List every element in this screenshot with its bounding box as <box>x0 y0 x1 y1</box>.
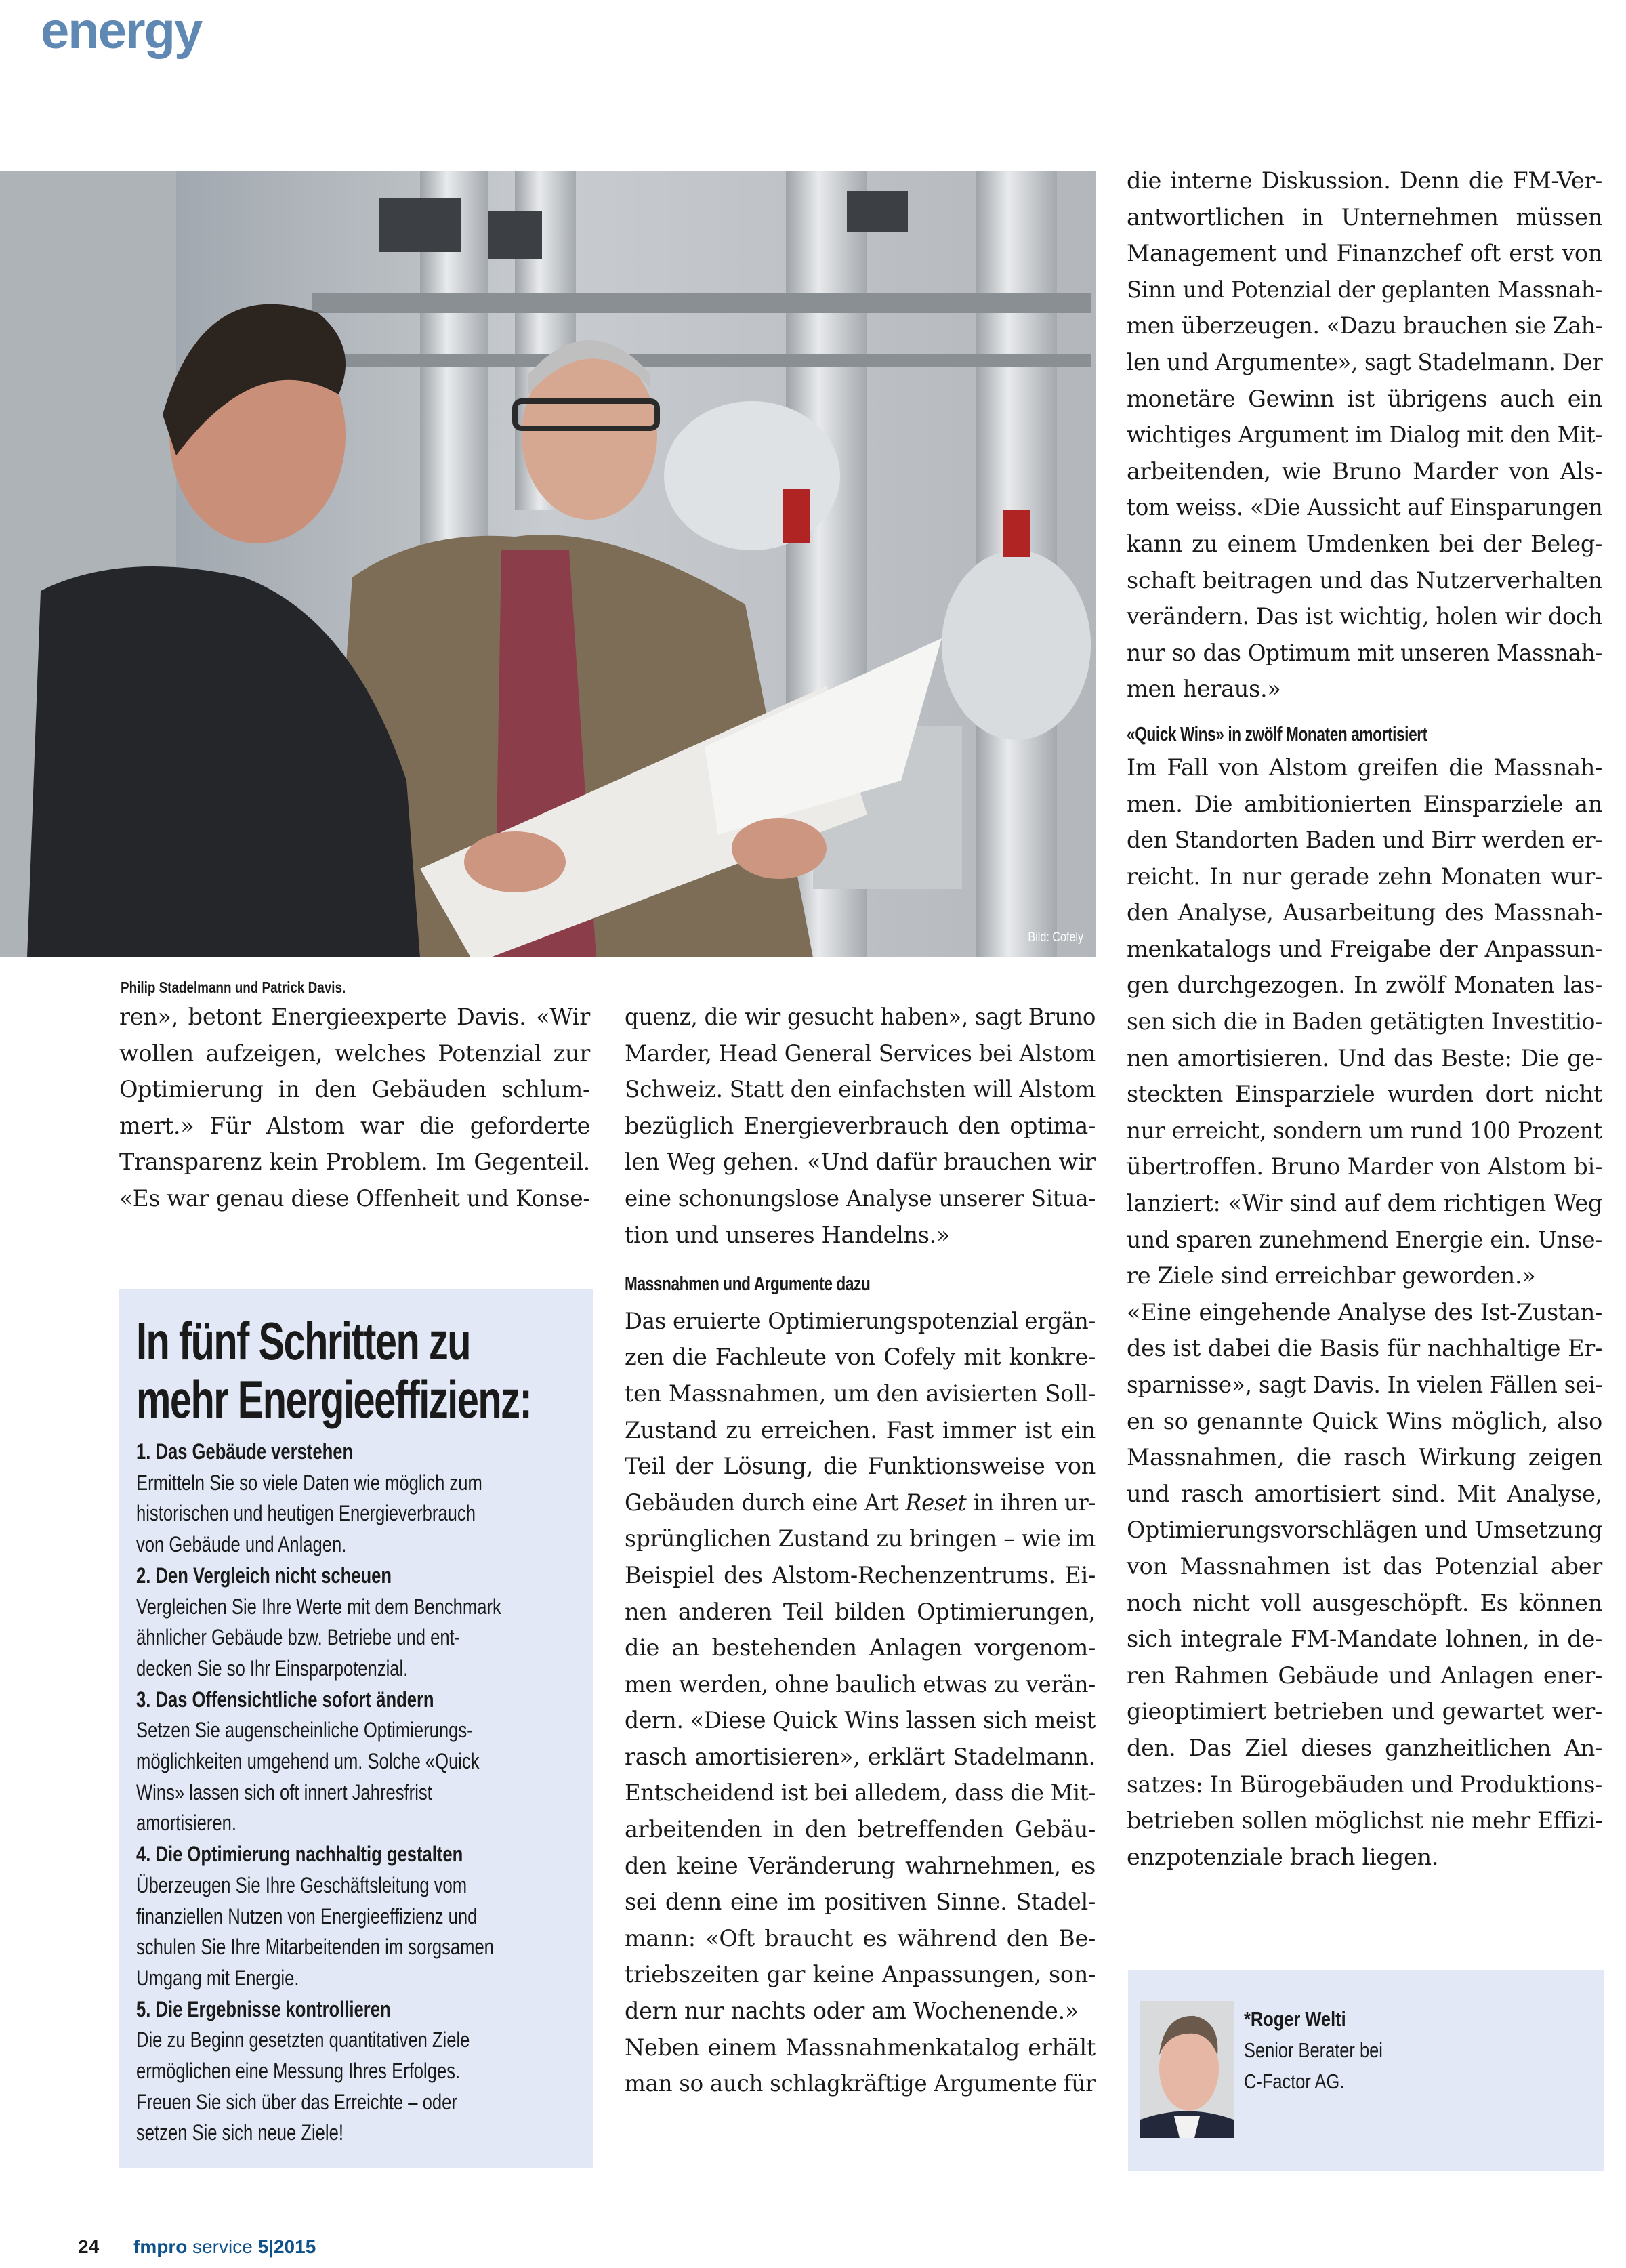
text-line: antwortlichen in Unternehmen müssen <box>1127 203 1602 230</box>
magazine-service: service <box>187 2236 258 2257</box>
text-line: Teil der Lösung, die Funktionsweise von <box>625 1453 1096 1480</box>
text-line: wichtiges Argument im Dialog mit den Mit- <box>1127 421 1603 449</box>
text-line: gen durchgezogen. In zwölf Monaten las- <box>1127 972 1602 999</box>
text-line: en so genannte Quick Wins möglich, also <box>1127 1407 1602 1435</box>
text-line: sei denn eine im positiven Sinne. Stadel- <box>625 1889 1096 1916</box>
step-title: 2. Den Vergleich nicht scheuen <box>136 1563 392 1588</box>
text-line: steckten Einsparziele wurden dort nicht <box>1127 1081 1602 1108</box>
author-photo <box>1140 2001 1234 2138</box>
text-line: Im Fall von Alstom greifen die Massnah- <box>1127 754 1602 781</box>
step-text: schulen Sie Ihre Mitarbeitenden im sorgsamen <box>136 1935 494 1960</box>
author-role: Senior Berater bei <box>1244 2038 1383 2062</box>
text-line: satzes: In Bürogebäuden und Produktions- <box>1127 1771 1603 1798</box>
step-text: von Gebäude und Anlagen. <box>136 1532 347 1557</box>
text-line-reset <box>625 1485 1096 1521</box>
text-line: rasch amortisieren», erklärt Stadelmann. <box>625 1743 1096 1770</box>
text-line: mert.» Für Alstom war die geforderte <box>119 1112 590 1139</box>
step-text: Die zu Beginn gesetzten quantitativen Ziele <box>136 2027 470 2053</box>
tips-box-title <box>136 1312 531 1428</box>
right-column-text <box>1127 163 1602 1875</box>
text-line: Beispiel des Alstom-Rechenzentrums. Ei- <box>625 1561 1096 1588</box>
text-line: Optimierungsvorschlägen und Umsetzung <box>1127 1517 1602 1544</box>
step-text: Umgang mit Energie. <box>136 1965 299 1990</box>
text-line: «Eine eingehende Analyse des Ist-Zustan- <box>1127 1298 1602 1325</box>
author-info <box>1244 2004 1413 2097</box>
photo-caption: Philip Stadelmann und Patrick Davis. <box>121 978 346 996</box>
tips-title-line: mehr Energieeffizienz: <box>136 1369 532 1429</box>
author-portrait <box>1140 2001 1234 2138</box>
step-text: amortisieren. <box>136 1811 236 1836</box>
text-line: «Es war genau diese Offenheit und Konse- <box>119 1184 591 1212</box>
step-text: Ermitteln Sie so viele Daten wie möglich zum <box>136 1470 482 1495</box>
text-line: übertroffen. Bruno Marder von Alstom bi- <box>1127 1153 1602 1180</box>
text-line: man so auch schlagkräftige Argumente für <box>625 2070 1096 2097</box>
text-line: ten Massnahmen, um den avisierten Soll- <box>625 1380 1096 1407</box>
text-line: enzpotenziale brach liegen. <box>1127 1843 1439 1870</box>
step-text: finanziellen Nutzen von Energieeffizienz und <box>136 1903 478 1929</box>
photo-credit: Bild: Cofely <box>1028 930 1083 945</box>
text-line: zen die Fachleute von Cofely mit konkre- <box>625 1344 1096 1371</box>
text-line: Management und Finanzchef oft erst von <box>1127 240 1602 267</box>
text-line: bezüglich Energieverbrauch den optima- <box>625 1112 1096 1139</box>
step-text: historischen und heutigen Energieverbrauch <box>136 1501 476 1526</box>
text-line: Das eruierte Optimierungspotenzial ergän- <box>625 1307 1096 1334</box>
text-line: monetäre Gewinn ist übrigens auch ein <box>1127 385 1602 412</box>
text-line: triebszeiten gar keine Anpassungen, son- <box>625 1961 1096 1988</box>
text-line: dern nur nachts oder am Wochenende.» <box>625 1998 1079 2025</box>
text-line: Entscheidend ist bei alledem, dass die Mit- <box>625 1779 1096 1807</box>
text-line: nen anderen Teil bilden Optimierungen, <box>625 1598 1096 1625</box>
text-line: tion und unseres Handelns.» <box>625 1221 951 1248</box>
text-line: nur so das Optimum mit unseren Massnah- <box>1127 639 1603 666</box>
magazine-issue: 5|2015 <box>257 2236 316 2257</box>
text-line: eine schonungslose Analyse unserer Situa- <box>625 1184 1096 1212</box>
text-line: Marder, Head General Services bei Alstom <box>625 1039 1096 1067</box>
text-line: Zustand zu erreichen. Fast immer ist ein <box>625 1416 1096 1443</box>
text-line: dern. «Diese Quick Wins lassen sich meist <box>625 1707 1096 1734</box>
text-line: gieoptimiert betrieben und gewartet wer- <box>1127 1698 1602 1725</box>
step-title: 4. Die Optimierung nachhaltig gestalten <box>136 1842 463 1867</box>
text-line: den Standorten Baden und Birr werden er- <box>1127 827 1603 854</box>
text-line: men heraus.» <box>1127 676 1281 703</box>
text-line: betrieben sollen möglichst nie mehr Effizi- <box>1127 1807 1603 1834</box>
text-line: sen sich die in Baden getätigten Investitio- <box>1127 1008 1603 1035</box>
italic-term: Reset <box>905 1489 967 1516</box>
text-line: die interne Diskussion. Denn die FM-Ver- <box>1127 167 1602 194</box>
text-fragment: in ihren ur- <box>966 1489 1096 1516</box>
text-line: und rasch amortisiert sind. Mit Analyse, <box>1127 1480 1602 1507</box>
text-line: von Massnahmen ist das Potenzial aber <box>1127 1552 1602 1580</box>
photo-illustration <box>0 171 1096 957</box>
text-line: des ist dabei die Basis für nachhaltige Er- <box>1127 1335 1602 1362</box>
text-line: sprünglichen Zustand zu bringen – wie im <box>625 1525 1096 1552</box>
magazine-brand: fmpro <box>133 2236 188 2257</box>
left-column-text <box>119 999 590 1217</box>
page-footer <box>78 2236 316 2258</box>
step-text: ähnlicher Gebäude bzw. Betriebe und ent- <box>136 1625 461 1650</box>
text-line: den keine Veränderung wahrnehmen, es <box>625 1852 1096 1879</box>
text-line: re Ziele sind erreichbar geworden.» <box>1127 1262 1536 1290</box>
step-title: 5. Die Ergebnisse kontrollieren <box>136 1996 391 2021</box>
step-text: Setzen Sie augenscheinliche Optimierungs- <box>136 1718 473 1743</box>
text-line: nen amortisieren. Und das Beste: Die ge- <box>1127 1044 1602 1071</box>
text-line: lanziert: «Wir sind auf dem richtigen Weg <box>1127 1190 1602 1217</box>
step-text: setzen Sie sich neue Ziele! <box>136 2120 343 2145</box>
text-line: nur erreicht, sondern um rund 100 Prozent <box>1127 1117 1603 1144</box>
text-line: sparnisse», sagt Davis. In vielen Fällen sei- <box>1127 1372 1603 1398</box>
tips-box <box>119 1289 593 2168</box>
text-line: Transparenz kein Problem. Im Gegenteil. <box>119 1149 590 1176</box>
text-line: len Weg gehen. «Und dafür brauchen wir <box>625 1149 1096 1176</box>
middle-column-text <box>625 999 1096 2102</box>
text-line: Sinn und Potenzial der geplanten Massnah- <box>1127 276 1603 303</box>
text-line: mann: «Oft braucht es während den Be- <box>625 1924 1096 1952</box>
text-fragment: Gebäuden durch eine Art <box>625 1489 906 1516</box>
text-line: und sparen zunehmend Energie ein. Unse- <box>1127 1226 1603 1253</box>
text-line: die an bestehenden Anlagen vorgenom- <box>625 1634 1096 1662</box>
text-line: Schweiz. Statt den einfachsten will Alstom <box>625 1076 1096 1103</box>
text-line: menkatalogs und Freigabe der Anpassun- <box>1127 935 1602 962</box>
text-line: Optimierung in den Gebäuden schlum- <box>119 1076 590 1103</box>
text-line: den Analyse, Ausarbeitung des Massnah- <box>1127 899 1602 926</box>
text-line: quenz, die wir gesucht haben», sagt Bruno <box>625 1004 1096 1030</box>
subheading-quick-wins: «Quick Wins» in zwölf Monaten amortisiert <box>1127 723 1427 745</box>
text-line: sich integrale FM-Mandate lohnen, in de- <box>1127 1626 1602 1653</box>
step-text: Überzeugen Sie Ihre Geschäftsleitung vom <box>136 1872 467 1897</box>
text-line: men werden, ohne baulich etwas zu verän- <box>625 1670 1096 1697</box>
text-line: schaft beitragen und das Nutzerverhalten <box>1127 566 1602 594</box>
tips-steps <box>136 1437 592 2149</box>
step-title: 3. Das Offensichtliche sofort ändern <box>136 1687 434 1712</box>
text-line: verändern. Das ist wichtig, holen wir doch <box>1127 603 1602 630</box>
text-line: arbeitenden, wie Bruno Marder von Als- <box>1127 457 1602 484</box>
text-line: arbeitenden in den betreffenden Gebäu- <box>625 1816 1096 1843</box>
tips-title-line: In fünf Schritten zu <box>136 1311 471 1371</box>
text-line: len und Argumente», sagt Stadelmann. Der <box>1127 348 1603 375</box>
subheading-massnahmen: Massnahmen und Argumente dazu <box>625 1273 871 1296</box>
page-number: 24 <box>78 2236 100 2257</box>
step-text: Vergleichen Sie Ihre Werte mit dem Benchmark <box>136 1594 501 1619</box>
author-company: C-Factor AG. <box>1244 2069 1345 2093</box>
text-line: ren», betont Energieexperte Davis. «Wir <box>119 1004 590 1030</box>
text-line: wollen aufzeigen, welches Potenzial zur <box>119 1039 590 1067</box>
text-line: reicht. In nur gerade zehn Monaten wur- <box>1127 863 1602 890</box>
article-photo <box>0 171 1096 957</box>
section-logo: energy <box>41 2 202 60</box>
text-line: tom weiss. «Die Aussicht auf Einsparungen <box>1127 494 1603 521</box>
step-text: decken Sie so Ihr Einsparpotenzial. <box>136 1655 409 1681</box>
step-text: Freuen Sie sich über das Erreichte – oder <box>136 2089 457 2114</box>
text-line: Neben einem Massnahmenkatalog erhält <box>625 2034 1096 2061</box>
text-line: kann zu einem Umdenken bei der Beleg- <box>1127 530 1602 557</box>
text-line: men. Die ambitionierten Einsparziele an <box>1127 790 1602 817</box>
step-title: 1. Das Gebäude verstehen <box>136 1439 354 1464</box>
step-text: möglichkeiten umgehend um. Solche «Quick <box>136 1749 480 1774</box>
text-line: ren Rahmen Gebäude und Anlagen ener- <box>1127 1662 1602 1689</box>
text-line: noch nicht voll ausgeschöpft. Es können <box>1127 1589 1602 1616</box>
author-name: *Roger Welti <box>1244 2007 1346 2031</box>
text-line: Massnahmen, die rasch Wirkung zeigen <box>1127 1444 1602 1471</box>
text-line: men überzeugen. «Dazu brauchen sie Zah- <box>1127 312 1603 339</box>
step-text: ermöglichen eine Messung Ihres Erfolges. <box>136 2059 461 2084</box>
step-text: Wins» lassen sich oft innert Jahresfrist <box>136 1779 432 1805</box>
text-line: den. Das Ziel dieses ganzheitlichen An- <box>1127 1734 1602 1761</box>
author-box <box>1128 1970 1604 2171</box>
